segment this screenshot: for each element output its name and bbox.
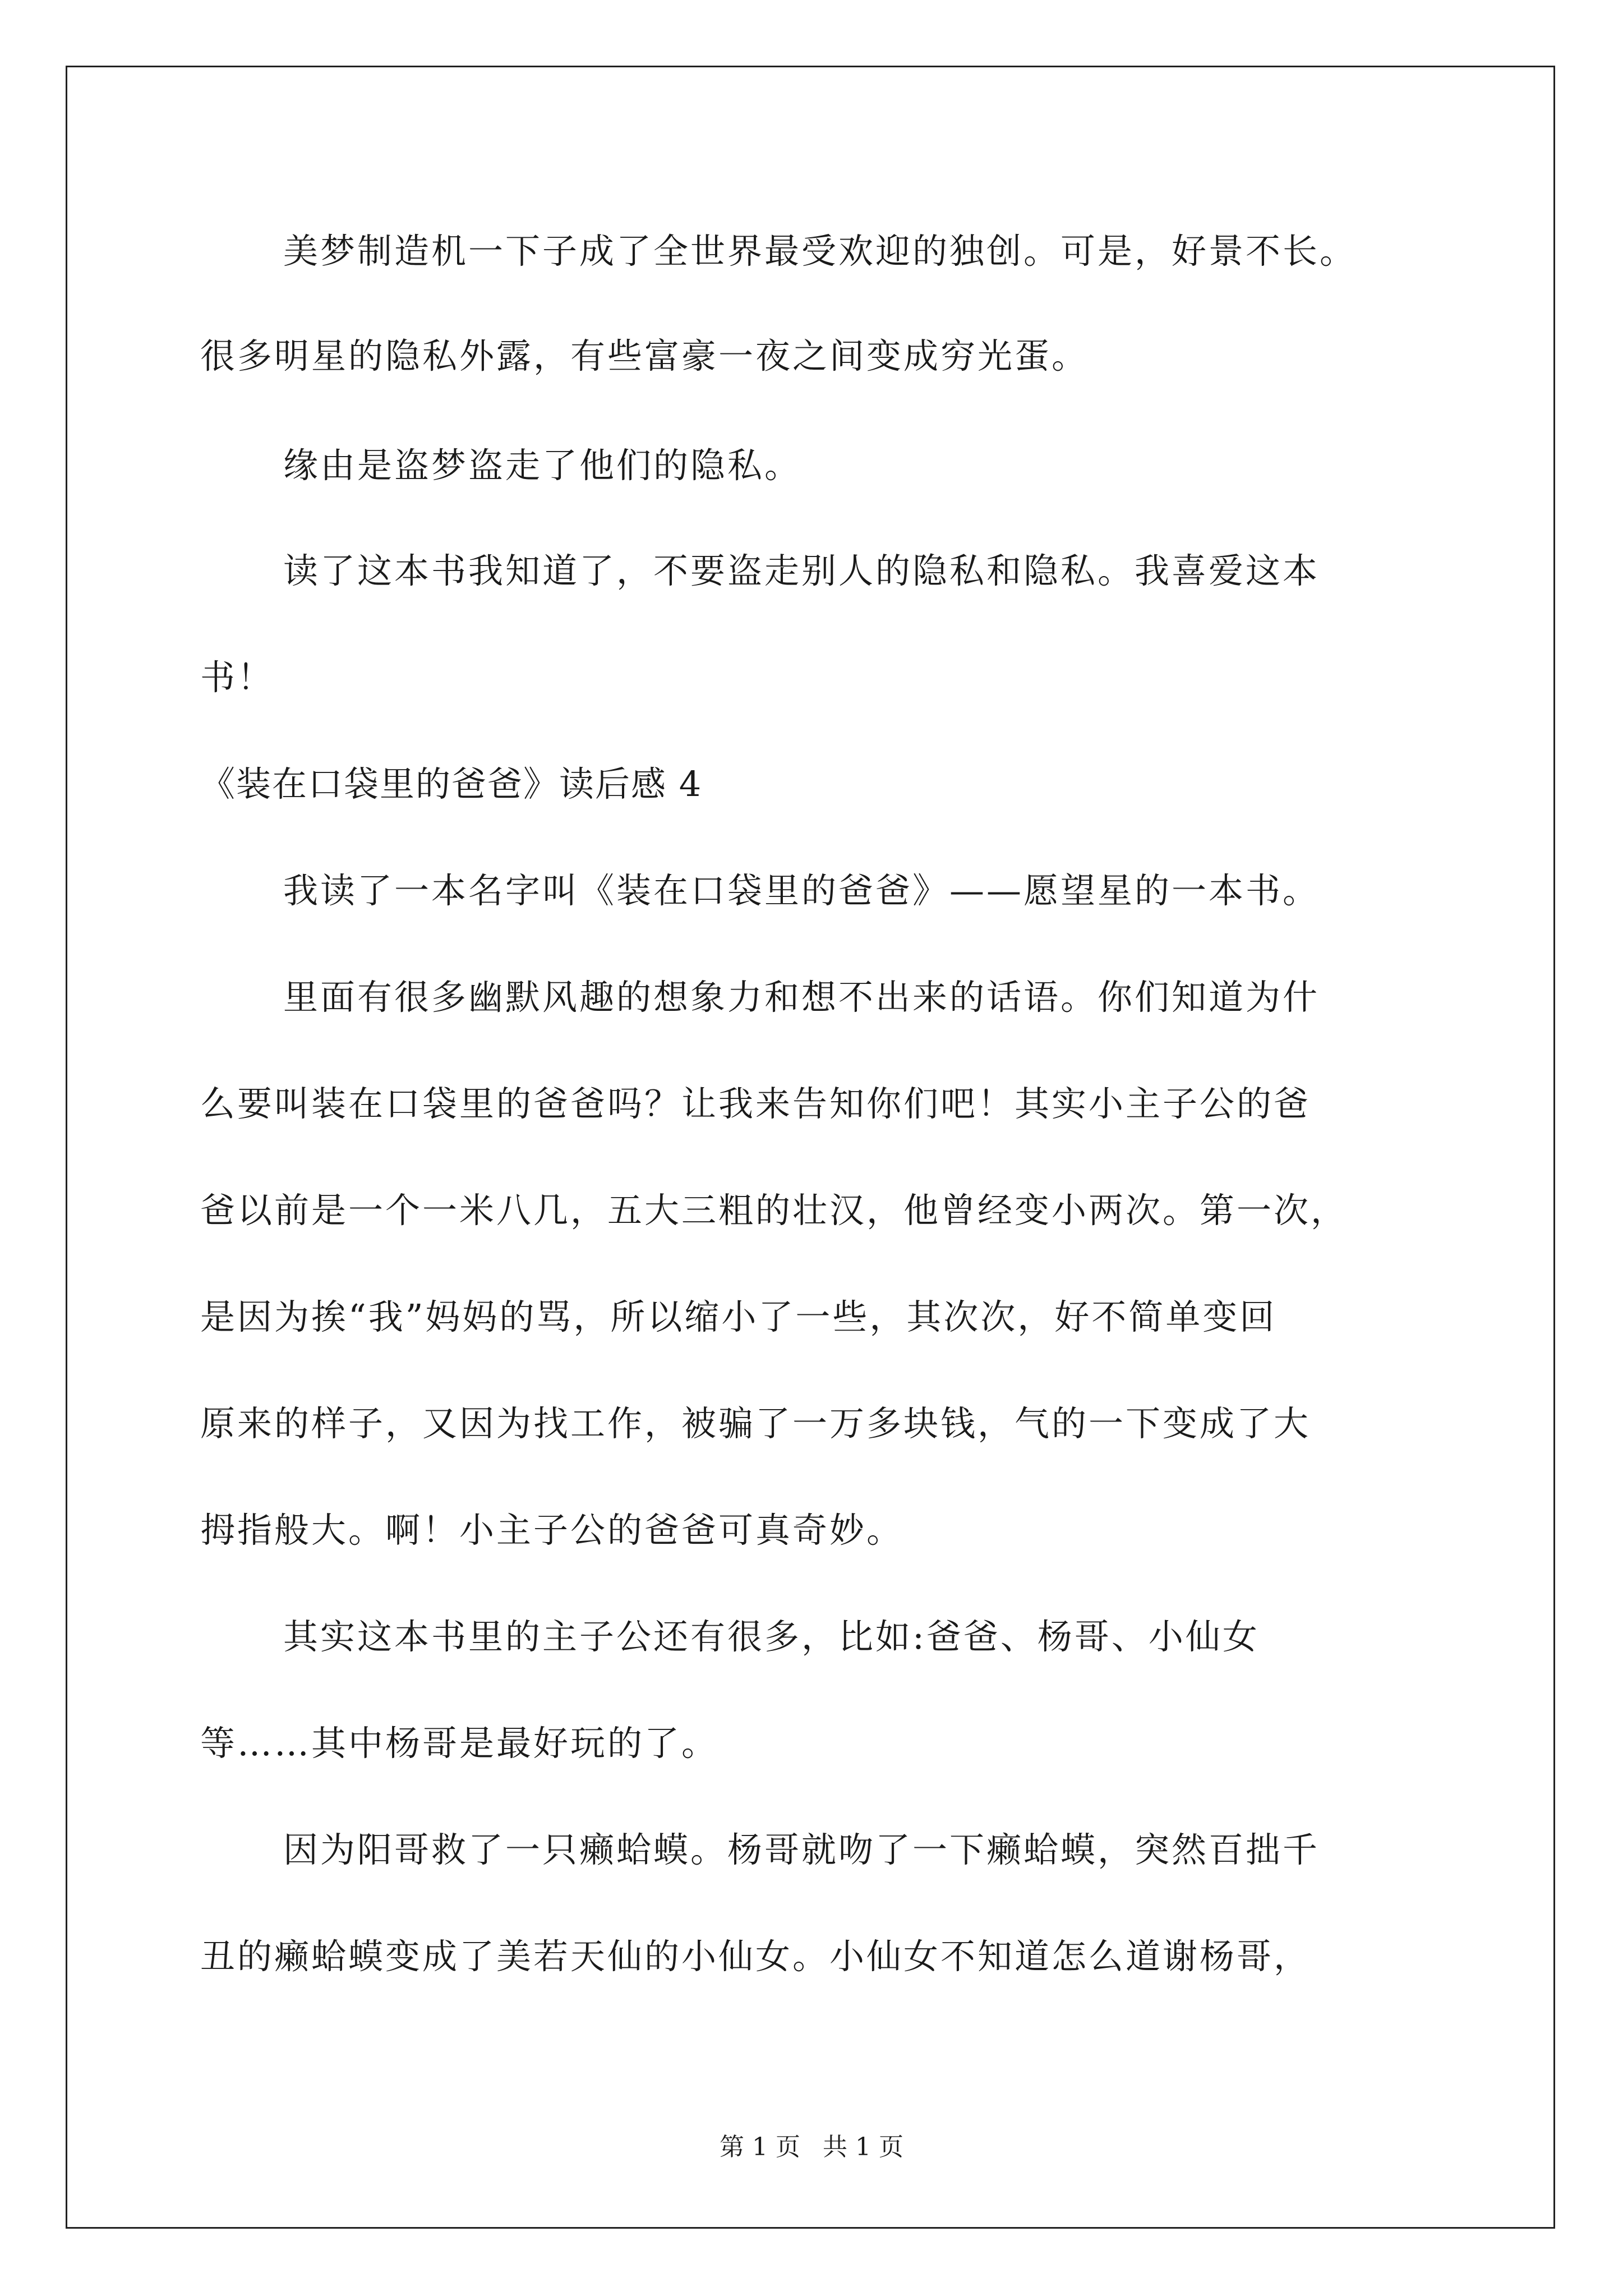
text-line-11: 是因为挨“我”妈妈的骂，所以缩小了一些，其次次，好不简单变回 xyxy=(200,1296,1277,1337)
text-line-4: 读了这本书我知道了，不要盗走别人的隐私和隐私。我喜爱这本 xyxy=(283,550,1320,591)
section-heading: 《装在口袋里的爸爸》读后感 4 xyxy=(200,763,703,804)
text-line-5: 书！ xyxy=(200,657,275,698)
text-line-10: 爸以前是一个一米八几，五大三粗的壮汉，他曾经变小两次。第一次， xyxy=(200,1190,1348,1231)
text-line-17: 丑的癞蛤蟆变成了美若天仙的小仙女。小仙女不知道怎么道谢杨哥， xyxy=(200,1936,1311,1977)
text-line-8: 里面有很多幽默风趣的想象力和想不出来的话语。你们知道为什 xyxy=(283,977,1320,1018)
text-line-15: 等……其中杨哥是最好玩的了。 xyxy=(200,1723,719,1764)
page-border xyxy=(66,66,1555,2229)
page-number-current: 第 1 页 xyxy=(720,2133,800,2161)
text-line-12: 原来的样子，又因为找工作，被骗了一万多块钱，气的一下变成了大 xyxy=(200,1403,1311,1444)
text-line-9: 么要叫装在口袋里的爸爸吗？让我来告知你们吧！其实小主子公的爸 xyxy=(200,1083,1311,1124)
text-line-1: 美梦制造机一下子成了全世界最受欢迎的独创。可是，好景不长。 xyxy=(283,231,1357,272)
text-line-14: 其实这本书里的主子公还有很多，比如:爸爸、杨哥、小仙女 xyxy=(283,1616,1260,1657)
page-footer xyxy=(0,2132,1623,2163)
text-line-13: 拇指般大。啊！小主子公的爸爸可真奇妙。 xyxy=(200,1510,904,1550)
text-line-2: 很多明星的隐私外露，有些富豪一夜之间变成穷光蛋。 xyxy=(200,335,1089,376)
text-line-16: 因为阳哥救了一只癞蛤蟆。杨哥就吻了一下癞蛤蟆，突然百拙千 xyxy=(283,1829,1320,1870)
text-line-3: 缘由是盗梦盗走了他们的隐私。 xyxy=(283,445,802,486)
text-line-7: 我读了一本名字叫《装在口袋里的爸爸》——愿望星的一本书。 xyxy=(283,870,1320,911)
page-number-total: 共 1 页 xyxy=(823,2133,903,2161)
